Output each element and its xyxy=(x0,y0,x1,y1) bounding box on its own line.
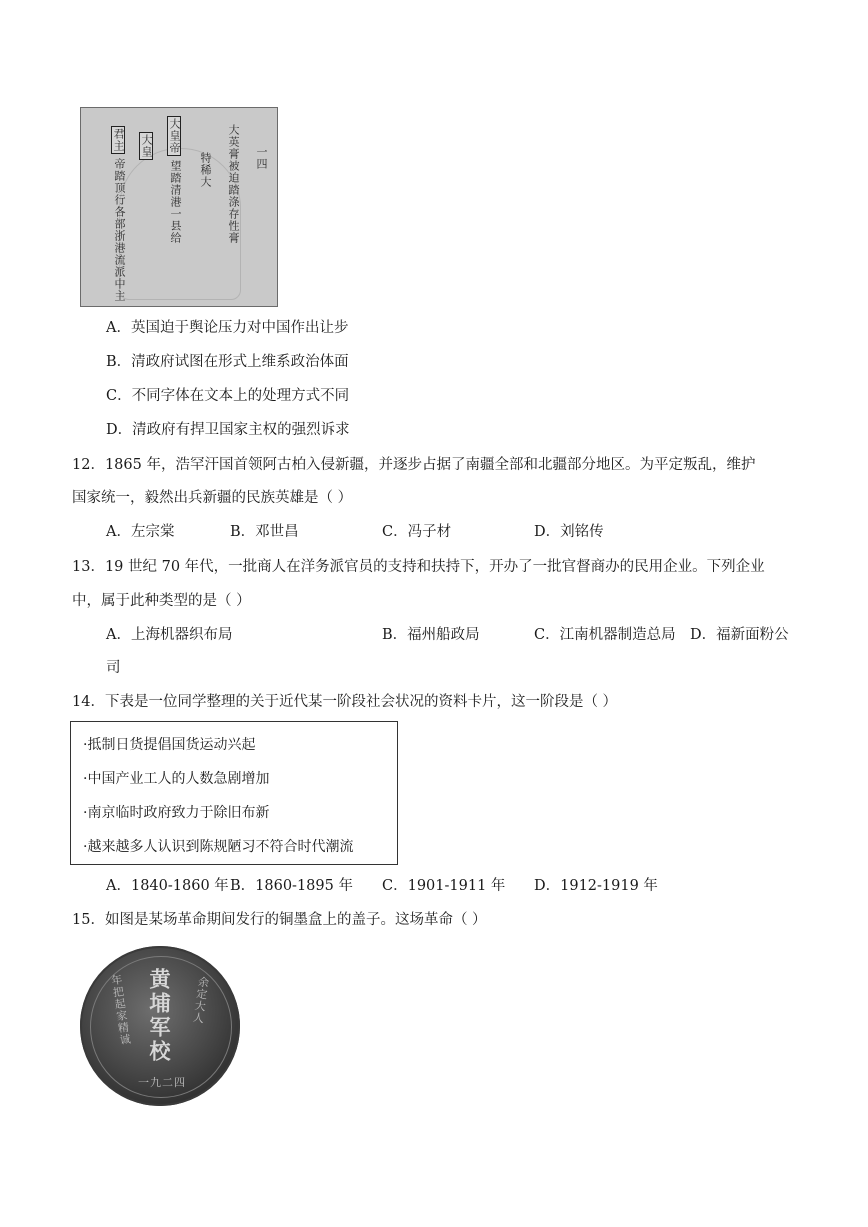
ink-box-lid-photo xyxy=(80,946,240,1106)
doc-column-1: 一四 xyxy=(255,146,268,170)
doc-column-3: 特稀大 xyxy=(199,152,212,188)
q11-option-b: B．清政府试图在形式上维系政治体面 xyxy=(106,354,349,370)
q13-stem-line1: 13．19 世纪 70 年代，一批商人在洋务派官员的支持和扶持下，开办了一批官督商办的民用企业。下列企业 xyxy=(72,559,765,575)
doc-column-boxed-monarch: 君主 xyxy=(112,128,125,152)
doc-column-boxed-emperor: 大皇帝 xyxy=(168,118,181,154)
q14-option-a: A．1840-1860 年 xyxy=(106,878,229,894)
q11-option-c: C．不同字体在文本上的处理方式不同 xyxy=(106,388,350,404)
q12-option-d: D．刘铭传 xyxy=(534,524,604,540)
coin-date: 一九二四 xyxy=(138,1076,186,1089)
q13-option-b: B．福州船政局 xyxy=(382,627,480,643)
q12-option-a: A．左宗棠 xyxy=(106,524,175,540)
card-item-3: ·南京临时政府致力于除旧布新 xyxy=(83,805,270,821)
q12-option-c: C．冯子材 xyxy=(382,524,452,540)
coin-right-inscription: 余定大人 xyxy=(190,975,211,1025)
q13-option-a: A．上海机器织布局 xyxy=(106,627,233,643)
coin-left-inscription: 年把起家精诚 xyxy=(109,973,132,1047)
q13-option-d-wrap: 司 xyxy=(106,660,121,676)
q14-option-c: C．1901-1911 年 xyxy=(382,878,506,894)
doc-column-boxed-daji: 大皇 xyxy=(140,134,153,158)
q14-data-card xyxy=(70,721,398,865)
q15-stem: 15．如图是某场革命期间发行的铜墨盒上的盖子。这场革命（ ） xyxy=(72,912,487,928)
q12-stem-line1: 12．1865 年，浩罕汗国首领阿古柏入侵新疆，并逐步占据了南疆全部和北疆部分地区。为平定叛乱，维护 xyxy=(72,457,756,473)
q14-option-b: B．1860-1895 年 xyxy=(230,878,353,894)
q14-stem: 14．下表是一位同学整理的关于近代某一阶段社会状况的资料卡片，这一阶段是（ ） xyxy=(72,694,618,710)
doc-column-5: 帝踏顶行各部浙港流派中主 xyxy=(113,158,126,302)
doc-column-4: 望踏清港一县给 xyxy=(169,160,182,244)
coin-center-text: 黄埔军校 xyxy=(147,968,172,1064)
card-item-2: ·中国产业工人的人数急剧增加 xyxy=(83,771,270,787)
q11-option-a: A．英国迫于舆论压力对中国作出让步 xyxy=(106,320,349,336)
q13-option-c: C．江南机器制造总局 xyxy=(534,627,676,643)
historical-document-image xyxy=(80,107,278,307)
q11-option-d: D．清政府有捍卫国家主权的强烈诉求 xyxy=(106,422,350,438)
q12-option-b: B．邓世昌 xyxy=(230,524,299,540)
q13-option-d: D．福新面粉公 xyxy=(690,627,789,643)
card-item-1: ·抵制日货提倡国货运动兴起 xyxy=(83,737,256,753)
q13-stem-line2: 中，属于此种类型的是（ ） xyxy=(72,593,251,609)
q14-option-d: D．1912-1919 年 xyxy=(534,878,658,894)
doc-column-2: 大英膏被迫踏涤存性膏 xyxy=(227,124,240,244)
card-item-4: ·越来越多人认识到陈规陋习不符合时代潮流 xyxy=(83,839,354,855)
q12-stem-line2: 国家统一，毅然出兵新疆的民族英雄是（ ） xyxy=(72,490,353,506)
